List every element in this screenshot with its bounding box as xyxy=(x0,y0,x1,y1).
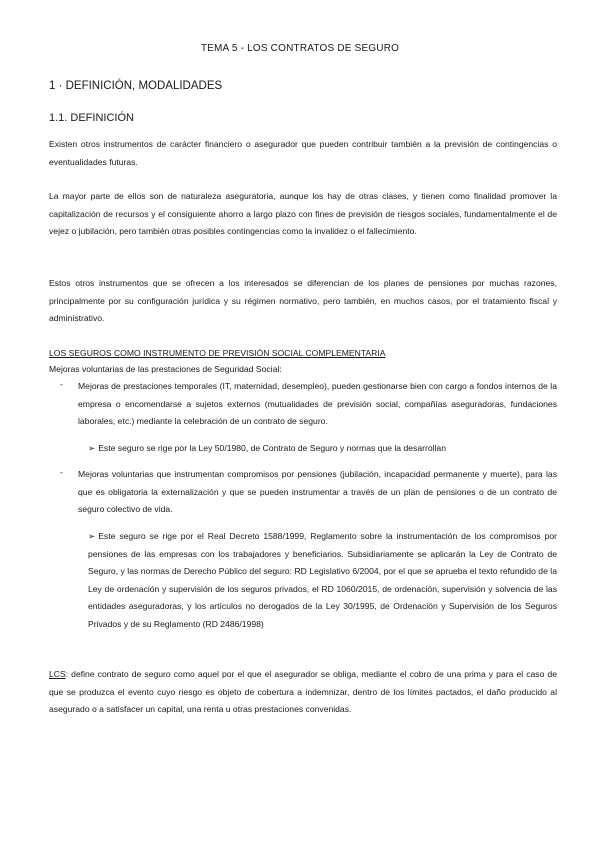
list-item-1: Mejoras de prestaciones temporales (IT, maternidad, desempleo), pueden gestionarse bien con cargo a fondos internos de la empresa o encomendarse a sujetos externos (mutualidades de previsión social, compañías aseguradoras, fundaciones laborales, etc.) mediante la celebración de un contrato de seguro. xyxy=(78,381,557,426)
paragraph-2: La mayor parte de ellos son de naturaleza aseguratoria, aunque los hay de otras clases, y tienen como finalidad promover la capitalización de recursos y el consiguiente ahorro a largo plazo con fines de previsión de riesgos sociales, fundamentalmente el de vejez o jubilación, pero también otras posibles contingencias como la invalidez o el fallecimiento. xyxy=(49,191,557,236)
arrow-icon: ➢ xyxy=(88,443,96,453)
document-title: TEMA 5 - LOS CONTRATOS DE SEGURO xyxy=(200,43,400,54)
lcs-label: LCS xyxy=(49,669,66,679)
lcs-text: : define contrato de seguro como aquel por el que el asegurador se obliga, mediante el cobro de una prima y para el caso de que se produzca el evento cuyo riesgo es objeto de cobertura a indemnizar, dentro de los límites pactados, el daño producido al asegurado o a satisfacer un capital, una renta u otras prestaciones convenidas. xyxy=(49,669,557,714)
arrow-icon: ➢ xyxy=(88,531,96,541)
seguros-intro: Mejoras voluntarias de las prestaciones de Seguridad Social: xyxy=(49,364,282,374)
list-item-1-note-text: Este seguro se rige por la Ley 50/1980, de Contrato de Seguro y normas que la desarrollan xyxy=(98,443,446,453)
list-item-1-note xyxy=(88,440,557,458)
seguros-heading: LOS SEGUROS COMO INSTRUMENTO DE PREVISIÓN SOCIAL COMPLEMENTARIA xyxy=(49,348,386,358)
lcs-definition xyxy=(49,666,557,719)
section-heading: 1 · DEFINICIÓN, MODALIDADES xyxy=(49,80,223,92)
paragraph-3: Estos otros instrumentos que se ofrecen a los interesados se diferencian de los planes de pensiones por muchas razones, principalmente por su configuración jurídica y su régimen normativo, pero también, en muchos casos, por el tratamiento fiscal y administrativo. xyxy=(49,278,557,323)
subsection-heading: 1.1. DEFINICIÓN xyxy=(49,112,134,124)
paragraph-1: Existen otros instrumentos de carácter financiero o asegurador que pueden contribuir también a la previsión de contingencias o eventualidades futuras. xyxy=(49,139,557,167)
list-item-2-note xyxy=(88,528,557,633)
bullet-marker: - xyxy=(60,379,63,389)
list-item-2: Mejoras voluntarias que instrumentan compromisos por pensiones (jubilación, incapacidad permanente y muerte), para las que es obligatoria la externalización y que se pueden instrumentar a través de un plan de pensiones o de un contrato de seguro colectivo de vida. xyxy=(78,469,557,514)
bullet-marker: - xyxy=(60,467,63,477)
list-item-2-note-text: Este seguro se rige por el Real Decreto 1588/1999, Reglamento sobre la instrumentación de los compromisos por pensiones de las empresas con los trabajadores y beneficiarios. Subsidiariamente se aplicarán la Ley de Contrato de Seguro, y las normas de Derecho Público del seguro: RD Legislativo 6/2004, por el que se aprueba el texto refundido de la Ley de ordenación y supervisión de los seguros privados, el RD 1060/2015, de ordenación, supervisión y solvencia de las entidades aseguradoras, y los artículos no derogados de la Ley 30/1995, de Ordenación y Supervisión de los Seguros Privados y de su Reglamento (RD 2486/1998) xyxy=(88,531,557,629)
